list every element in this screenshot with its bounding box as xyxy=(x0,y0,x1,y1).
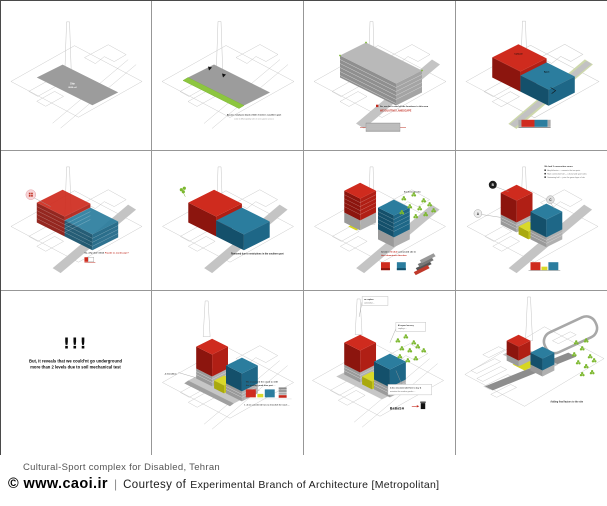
panel-04-program-blocks xyxy=(456,1,607,151)
bin-icon xyxy=(412,402,426,409)
towers-with-connector xyxy=(501,185,563,248)
divider: | xyxy=(113,477,118,491)
legend-title: We had 3 connection zones xyxy=(544,165,573,168)
caption-bottom: 1 . A we considered how to demolish the stack ... xyxy=(243,404,290,407)
mini-legend xyxy=(84,257,95,262)
panel-09-soil-warning xyxy=(1,291,152,456)
svg-text:A beyond nursery: A beyond nursery xyxy=(397,324,414,327)
caption: Removed due to restrictions in the southern part xyxy=(230,253,284,256)
red-blue-blocks xyxy=(188,190,269,251)
red-tower xyxy=(507,335,531,367)
courtesy-label: Courtesy of xyxy=(123,479,187,491)
site-copyright: © www.caoi.ir xyxy=(8,476,108,492)
site-label: Site xyxy=(70,82,75,86)
red-bullet-icon xyxy=(376,105,378,107)
svg-text:saplings ...: saplings ... xyxy=(397,328,407,331)
project-title: Cultural-Sport complex for Disabled, Tehran xyxy=(23,462,221,473)
svg-text:maintain the modern garden ...: maintain the modern garden ... xyxy=(389,391,416,394)
block-legend xyxy=(381,262,406,270)
badge-a: A xyxy=(476,211,480,216)
annotation: -2 demolition xyxy=(164,373,177,376)
chimney-outline xyxy=(355,299,362,335)
caption: Adding final factors to the site xyxy=(550,401,583,404)
badge-c: C xyxy=(549,198,552,203)
subcaption: ( due to Municipality rules in over-grown areas ) xyxy=(234,118,274,121)
red-block-label: Cultural xyxy=(514,53,523,56)
credit-organization: Experimental Branch of Architecture [Metropolitan] xyxy=(190,479,440,491)
svg-text:we replace: we replace xyxy=(364,298,374,301)
zones-legend xyxy=(544,165,586,179)
blue-tower xyxy=(531,347,555,377)
red-blue-blocks xyxy=(492,44,575,105)
logo-mark: BaBaSA xyxy=(389,406,405,411)
panel-10-demolition xyxy=(152,291,304,456)
footer xyxy=(0,455,607,506)
caption: So, why don't think Facade as Landscape? xyxy=(84,252,129,255)
panel-12-final-site xyxy=(456,291,607,456)
svg-text:Swimming hall — joins the gree: Swimming hall — joins the green layer of site xyxy=(547,176,585,179)
exclaim-text: !!! xyxy=(63,334,88,353)
caption-line1: Create a flexible connected site in xyxy=(380,251,417,254)
site-area-label: 8000 m2 xyxy=(68,87,77,90)
blue-block-label: Sport xyxy=(543,71,550,74)
connector-legend xyxy=(529,262,561,271)
striped-red-blue-blocks xyxy=(37,190,118,251)
callout-1 xyxy=(359,296,388,316)
caption-line2: then downtown direction xyxy=(380,254,407,257)
caption-line2: the parking peak time part ... xyxy=(245,384,276,387)
badge-b: B xyxy=(491,183,494,188)
panel-05-facade-landscape xyxy=(1,151,152,291)
garden-label: Southern Garden xyxy=(403,191,421,194)
leaf-icon xyxy=(180,187,186,197)
running-track-loop xyxy=(541,313,601,356)
slab-legend xyxy=(360,123,406,132)
caption: Access road just back a little 3 meters southern part xyxy=(226,114,282,117)
credit-line xyxy=(8,476,607,492)
warning-line1: But, it reveals that we could'nt go underground xyxy=(28,358,123,364)
slab-axon-icon xyxy=(414,253,436,275)
gray-slab-building xyxy=(339,42,423,106)
site-pad xyxy=(37,65,118,106)
svg-text:somewhat ...: somewhat ... xyxy=(364,302,375,305)
panel-07-southern-garden xyxy=(304,151,456,291)
panel-02-access-road xyxy=(152,1,304,151)
caption-red: WE DILUTING LANDSCAPE xyxy=(380,109,412,113)
panel-08-connection-zones xyxy=(456,151,607,291)
red-tower xyxy=(344,183,376,231)
caption-line1: We recovered the stack to shift xyxy=(245,381,278,384)
panel-01-site xyxy=(1,1,152,151)
red-blue-legend xyxy=(518,120,550,128)
caption: So, we don't need all the functions in this area xyxy=(380,106,429,108)
chimney-outline xyxy=(526,297,533,341)
callout-2 xyxy=(390,322,426,342)
warning-line2: more than 2 levels due to soil mechanical test xyxy=(30,364,121,370)
blue-tower xyxy=(378,200,410,248)
svg-text:Main connection hall — cultura: Main connection hall — cultural and sport sides xyxy=(547,173,587,176)
panel-06-removed-part xyxy=(152,151,304,291)
svg-text:it also recommended here to bu: it also recommended here to buy & xyxy=(389,387,422,390)
panel-11-garden-callouts xyxy=(304,291,456,456)
chimney-outline xyxy=(203,301,210,337)
svg-text:Amphitheater — connects the tw: Amphitheater — connects the two parts xyxy=(547,169,581,172)
panel-03-mass-slab xyxy=(304,1,456,151)
